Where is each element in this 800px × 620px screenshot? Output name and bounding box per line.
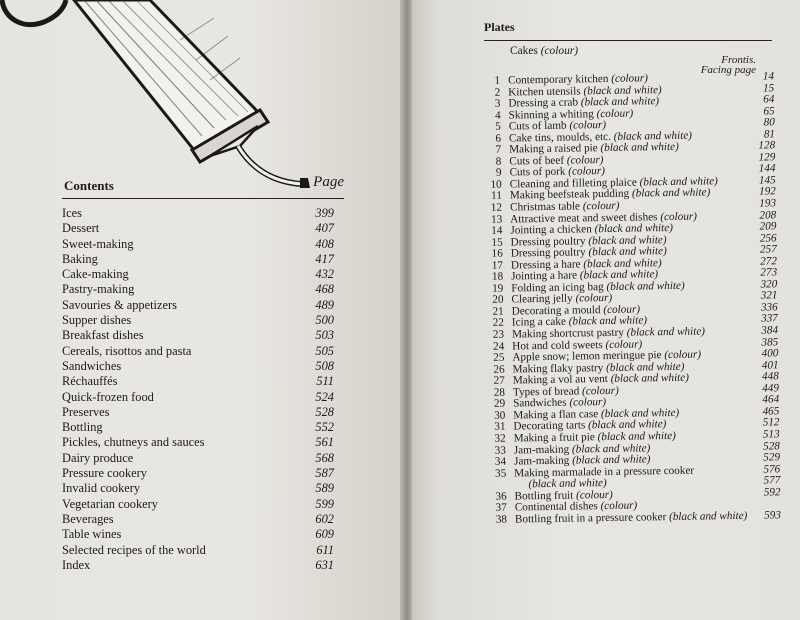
contents-entry: [62, 466, 334, 481]
contents-entry-title: Dairy produce: [62, 450, 134, 465]
plate-note: (black and white): [583, 256, 662, 271]
contents-entry-page: 587: [315, 466, 334, 481]
plate-number: 21: [492, 305, 504, 318]
plate-title-text: Continental dishes: [514, 500, 598, 514]
contents-entry-page: 408: [315, 236, 334, 251]
contents-entry-page: 503: [315, 328, 334, 343]
plate-title-text: Decorating tarts: [513, 419, 586, 433]
contents-entry-title: Ices: [62, 206, 82, 220]
plate-page: 129: [758, 151, 776, 164]
plate-page: 193: [759, 197, 777, 210]
plate-title-text: Jointing a chicken: [510, 223, 592, 237]
contents-entry-page: 611: [316, 542, 334, 557]
contents-entry: [62, 543, 334, 558]
plate-note: (colour): [569, 396, 607, 409]
plate-note: (colour): [664, 348, 702, 362]
plate-note: (colour): [576, 488, 613, 502]
contents-entry: [62, 420, 334, 435]
plate-number: 32: [494, 432, 506, 445]
contents-entry: [62, 558, 334, 573]
contents-entry: [62, 497, 334, 512]
plate-number: 36: [495, 490, 507, 503]
plate-title-text: Making a vol au vent: [512, 373, 608, 387]
facing-page-label: Facing page: [700, 64, 756, 76]
contents-entry-page: 468: [315, 282, 334, 297]
plate-number: 11: [491, 190, 502, 203]
contents-entry-title: Dessert: [62, 221, 100, 236]
plate-number: 30: [494, 409, 506, 422]
plate-page: 400: [761, 347, 779, 360]
contents-entry: [62, 237, 334, 252]
plate-page: 592: [763, 485, 781, 499]
contents-entry: [62, 435, 334, 450]
plate-page: 192: [758, 185, 776, 199]
plate-page: 384: [761, 324, 779, 337]
plate-title-text: Icing a cake: [511, 316, 567, 329]
plate-title-text: Cake tins, moulds, etc.: [508, 130, 611, 145]
plate-number: 2: [494, 86, 501, 99]
plate-number: 35: [494, 467, 507, 480]
contents-entry: [62, 451, 334, 466]
plate-number: 14: [491, 224, 503, 237]
contents-entry: [62, 313, 334, 328]
frontispiece-entry: [510, 45, 578, 57]
contents-entry-page: 552: [315, 420, 334, 435]
plate-title-text: Making a fruit pie: [513, 431, 595, 445]
plate-page: 593: [764, 508, 782, 522]
plate-number: 17: [491, 259, 504, 272]
plate-note: (black and white): [587, 418, 667, 432]
plate-title: [515, 511, 748, 526]
plate-note: (black and white): [600, 141, 679, 155]
plate-note: (colour): [566, 153, 604, 167]
contents-entry-page: 508: [315, 358, 334, 373]
contents-entry-page: 500: [315, 313, 334, 328]
plate-note: (black and white): [613, 129, 693, 143]
plate-note: (black and white): [588, 245, 667, 259]
contents-entry: [62, 328, 334, 343]
plate-page: 320: [760, 278, 778, 291]
plate-title-text: Making shortcrust pastry: [511, 326, 625, 341]
plate-title-text: Sandwiches: [513, 396, 567, 410]
plate-page: 65: [763, 104, 775, 118]
plate-note: (black and white): [597, 429, 676, 444]
plate-note: (black and white): [600, 406, 680, 420]
plate-number: 37: [495, 501, 507, 514]
plate-title-text: Jointing a hare: [511, 269, 578, 283]
contents-entry-title: Breakfast dishes: [62, 328, 144, 343]
plate-page: 257: [759, 243, 777, 256]
contents-header: [64, 174, 346, 198]
plate-page: 15: [762, 81, 775, 95]
plate-title-text: Making a raised pie: [509, 142, 598, 156]
contents-entry: [62, 282, 334, 297]
contents-entry: [62, 252, 334, 267]
plate-note: (colour): [660, 210, 698, 223]
plate-number: 6: [495, 132, 502, 145]
plate-title-text: Attractive meat and sweet dishes: [510, 210, 658, 226]
plate-number: 1: [494, 74, 501, 87]
contents-entry: [62, 221, 334, 236]
plate-page: 336: [760, 301, 778, 314]
plate-page: 512: [762, 416, 780, 429]
plate-page: 528: [762, 439, 780, 453]
contents-entry-title: Vegetarian cookery: [62, 496, 158, 511]
plate-note: (black and white): [528, 477, 607, 491]
plate-number: 12: [490, 201, 503, 214]
plate-title-text: Cuts of lamb: [508, 119, 567, 133]
plate-number: 29: [493, 397, 506, 411]
contents-entry-page: 528: [315, 404, 334, 419]
plate-note: (colour): [582, 199, 620, 213]
contents-entry-title: Cake-making: [62, 267, 129, 282]
contents-entry: [62, 374, 334, 389]
plates-list: [478, 71, 789, 526]
contents-entry-title: Index: [62, 557, 91, 572]
plate-page: 81: [763, 128, 776, 141]
contents-entry-page: 589: [315, 481, 334, 496]
contents-entry-page: 599: [315, 496, 334, 511]
plate-number: 9: [495, 167, 502, 180]
plate-note: (black and white): [626, 325, 706, 339]
plate-title-text: Making a flan case: [513, 408, 599, 422]
contents-entry-page: 417: [315, 251, 334, 266]
plate-number: 33: [494, 444, 506, 457]
plate-number: 19: [492, 282, 504, 295]
plate-number: 10: [490, 178, 502, 191]
contents-entry-page: 511: [316, 374, 334, 389]
plate-note: (black and white): [606, 360, 685, 374]
plate-title-text: Dressing a hare: [510, 258, 581, 272]
plate-title-text: Christmas table: [509, 200, 581, 214]
contents-entry: [62, 527, 334, 542]
contents-entry: [62, 512, 334, 527]
contents-entry-title: Sandwiches: [62, 358, 122, 373]
plate-title-text: Types of bread: [512, 385, 580, 399]
plate-page: 464: [762, 393, 780, 406]
icing-bag-illustration-icon: [0, 0, 402, 200]
contents-entry-page: 399: [315, 206, 334, 220]
plate-note: (colour): [581, 384, 619, 398]
plate-number: 25: [493, 351, 505, 364]
plate-title-text: Dressing poultry: [510, 246, 586, 260]
plate-title-text: Dressing a crab: [508, 96, 579, 110]
plate-number: 4: [494, 109, 501, 122]
plate-number: 8: [495, 155, 502, 168]
plate-page: 272: [760, 255, 778, 268]
contents-entry-title: Savouries & appetizers: [62, 297, 177, 312]
contents-entry-title: Beverages: [62, 511, 114, 526]
plate-number: 23: [492, 328, 505, 341]
plate-page: 80: [763, 116, 775, 129]
plate-note: (black and white): [668, 509, 748, 523]
plate-note: (black and white): [583, 83, 662, 97]
plate-title-text: Bottling fruit in a pressure cooker: [514, 510, 667, 526]
plate-note: (colour): [596, 107, 634, 120]
plate-page: 256: [759, 231, 777, 245]
frontispiece-page: Frontis.: [721, 54, 756, 66]
contents-entry: [62, 344, 334, 359]
plate-note: (colour): [603, 303, 641, 316]
plate-note: (black and white): [606, 279, 685, 293]
plate-note: (black and white): [610, 371, 690, 386]
plate-note: (colour): [605, 338, 643, 351]
contents-title: Contents: [64, 178, 114, 193]
plate-number: 16: [491, 247, 503, 261]
plate-page: 449: [762, 382, 780, 395]
plate-number: 18: [491, 270, 504, 284]
plate-page: 529: [763, 451, 781, 464]
contents-entry-page: 432: [315, 267, 334, 282]
contents-entry-title: Pickles, chutneys and sauces: [62, 435, 205, 450]
plate-page: 209: [759, 220, 777, 233]
contents-entry: [62, 359, 334, 374]
contents-entry-title: Sweet-making: [62, 236, 134, 251]
plate-note: (colour): [569, 119, 607, 132]
plate-note: (colour): [600, 499, 638, 513]
plate-number: 13: [490, 213, 503, 226]
plate-note: (colour): [575, 292, 613, 305]
contents-entry-page: 505: [315, 343, 334, 358]
plate-note: (black and white): [572, 453, 651, 467]
plate-number: 31: [494, 421, 506, 434]
contents-entry-page: 602: [315, 511, 334, 526]
contents-entry-page: 489: [315, 297, 334, 312]
contents-entry-page: 609: [315, 527, 334, 542]
plate-page: 128: [758, 139, 776, 152]
plate-title-text: Cuts of beef: [509, 154, 565, 168]
contents-entry-title: Bottling: [62, 420, 103, 435]
plate-number: 22: [492, 317, 504, 330]
plate-title-text: Jam-making: [513, 454, 570, 468]
plate-note: (black and white): [588, 233, 667, 247]
plate-title-text: Cleaning and filleting plaice: [509, 176, 637, 191]
plate-page: 144: [758, 162, 776, 175]
plate-page: 385: [761, 335, 779, 349]
frontispiece-note: (colour): [540, 45, 579, 57]
plates-divider: [484, 40, 772, 41]
plate-title-text: Cuts of pork: [509, 166, 566, 179]
plate-number: 3: [494, 97, 501, 110]
contents-entry-page: 568: [315, 450, 334, 465]
plate-number: 15: [491, 236, 503, 249]
plate-page: 208: [759, 208, 777, 222]
plate-number: 26: [493, 363, 505, 376]
plate-note: (colour): [568, 165, 606, 178]
plate-page-second: 577: [763, 474, 781, 487]
plate-page: 513: [762, 428, 780, 441]
plate-title-text: Dressing poultry: [510, 234, 586, 249]
contents-entry: [62, 481, 334, 496]
plate-title-text: Hot and cold sweets: [512, 338, 603, 353]
plate-note: (colour): [611, 72, 648, 85]
contents-entry-title: Table wines: [62, 527, 122, 542]
plate-page: 337: [760, 312, 778, 326]
plate-title-text: Decorating a mould: [511, 304, 601, 318]
contents-entry-title: Baking: [62, 251, 98, 266]
plate-number: 34: [494, 455, 507, 468]
contents-entry-title: Pastry-making: [62, 282, 135, 297]
contents-entry-title: Quick-frozen food: [62, 389, 154, 404]
contents-entry-title: Supper dishes: [62, 313, 132, 328]
plate-page: 273: [760, 266, 778, 279]
contents-divider: [62, 198, 344, 199]
plate-page: 145: [758, 174, 776, 187]
plate-page: 465: [762, 405, 780, 418]
plate-note: (black and white): [639, 175, 718, 189]
plate-note: (black and white): [580, 95, 660, 109]
contents-entry-title: Réchauffés: [62, 374, 118, 389]
plate-number: 24: [492, 340, 505, 353]
plate-title-text: Clearing jelly: [511, 292, 573, 306]
plate-number: 20: [492, 294, 504, 307]
plate-note: (black and white): [631, 186, 711, 201]
contents-entry-title: Preserves: [62, 404, 110, 419]
plate-page: 401: [761, 358, 779, 372]
contents-entry: [62, 267, 334, 282]
plate-note: (black and white): [571, 441, 651, 456]
right-page: [412, 0, 800, 620]
plate-page: 576: [763, 462, 781, 476]
contents-list: [62, 206, 334, 573]
plate-title-text: Bottling fruit: [514, 489, 574, 503]
plate-number: 27: [493, 374, 505, 388]
plate-title-text: Making flaky pastry: [512, 361, 604, 376]
plate-page: 321: [760, 289, 778, 302]
contents-entry: [62, 390, 334, 405]
plate-number: 28: [493, 386, 506, 399]
contents-entry-title: Invalid cookery: [62, 481, 141, 496]
plate-title-text: Making marmalade in a pressure cooker: [514, 464, 695, 480]
plate-note: (black and white): [568, 314, 648, 329]
plate-title-text: Making beefsteak pudding: [509, 188, 630, 202]
plate-page: 448: [761, 370, 779, 383]
plate-title-text: Jam-making: [513, 443, 570, 456]
contents-entry-title: Cereals, risottos and pasta: [62, 343, 192, 358]
plate-entry: [485, 510, 789, 526]
contents-entry-title: Pressure cookery: [62, 466, 147, 481]
contents-entry: [62, 405, 334, 420]
plate-title-text: Kitchen utensils: [508, 84, 581, 99]
plate-number: 7: [495, 143, 502, 157]
plate-number: 38: [495, 513, 508, 526]
contents-entry-page: 631: [315, 557, 334, 572]
contents-entry: [62, 206, 334, 221]
contents-entry-page: 407: [315, 221, 334, 236]
contents-entry-page: 561: [315, 435, 334, 450]
plate-page: 64: [763, 93, 775, 106]
plates-title: Plates: [484, 20, 515, 34]
plate-title-text: Folding an icing bag: [511, 280, 604, 295]
plate-page: 14: [762, 70, 775, 83]
plate-number: 5: [495, 120, 501, 133]
plate-title-text: Contemporary kitchen: [507, 72, 609, 87]
contents-page-label: Page: [313, 174, 344, 190]
plate-note: (black and white): [579, 268, 659, 282]
plate-note: (black and white): [594, 222, 674, 236]
plate-title-text: Apple snow; lemon meringue pie: [512, 349, 662, 364]
contents-entry-page: 524: [315, 389, 334, 404]
contents-entry: [62, 298, 334, 313]
frontispiece-title: Cakes: [510, 45, 538, 57]
contents-entry-title: Selected recipes of the world: [62, 542, 206, 557]
plate-title-text: Skinning a whiting: [508, 107, 594, 122]
